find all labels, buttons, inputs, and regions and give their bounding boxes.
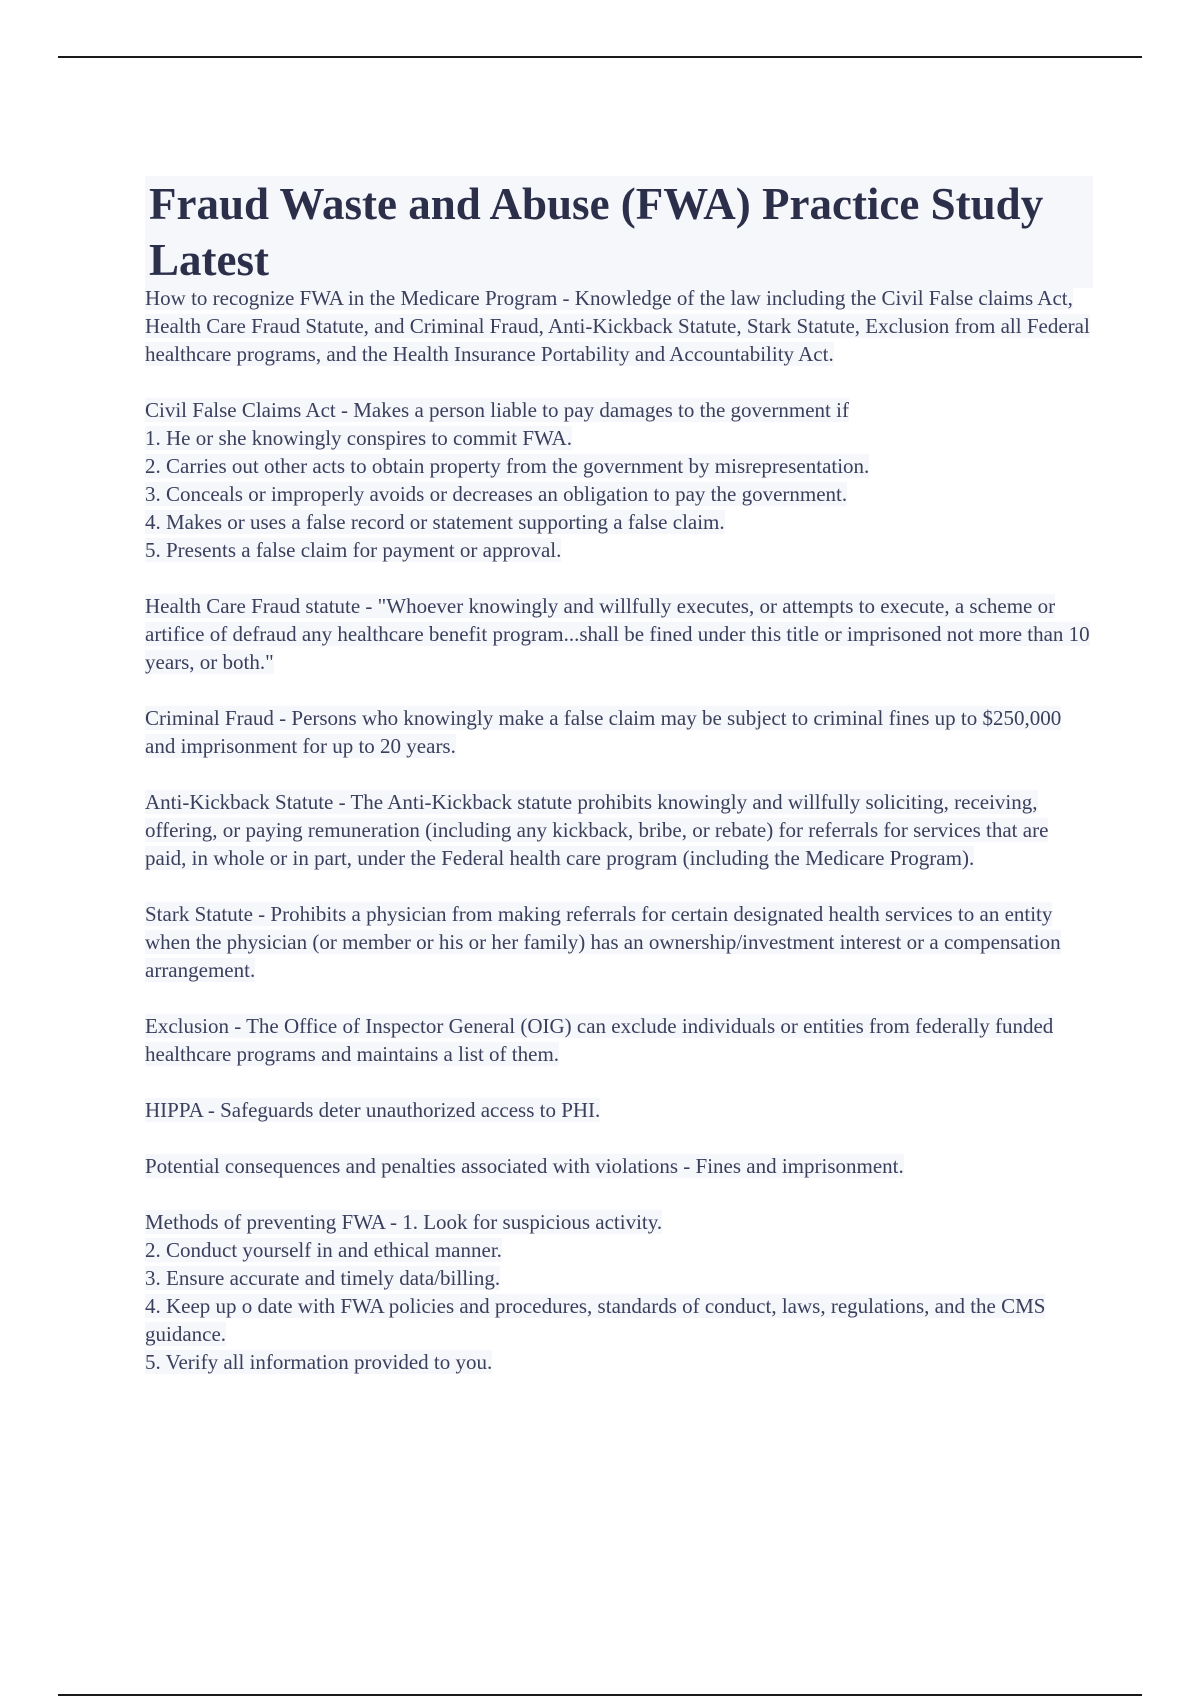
entry-text: Civil False Claims Act - Makes a person liable to pay damages to the government if (145, 398, 849, 422)
list-item: 3. Conceals or improperly avoids or decreases an obligation to pay the government. (145, 482, 848, 506)
list-item: 1. He or she knowingly conspires to commit FWA. (145, 426, 572, 450)
entry-text: HIPPA - Safeguards deter unauthorized access to PHI. (145, 1098, 601, 1122)
entry-anti-kickback-statute (145, 788, 1093, 872)
entry-recognize-fwa (145, 284, 1093, 368)
document-title: Fraud Waste and Abuse (FWA) Practice Study Latest (145, 176, 1093, 288)
entry-criminal-fraud (145, 704, 1093, 760)
document-body (145, 284, 1093, 1404)
entry-hippa (145, 1096, 1093, 1124)
entry-text: Health Care Fraud statute - "Whoever knowingly and willfully executes, or attempts to execute, a scheme or artifice of defraud any healthcare benefit program...shall be fined under this title or imprisoned not more than 10 years, or both." (145, 594, 1090, 674)
entry-text: Criminal Fraud - Persons who knowingly make a false claim may be subject to criminal fines up to $250,000 and imprisonment for up to 20 years. (145, 706, 1062, 758)
bottom-rule (58, 1694, 1142, 1696)
entry-health-care-fraud-statute (145, 592, 1093, 676)
list-item: 4. Keep up o date with FWA policies and procedures, standards of conduct, laws, regulations, and the CMS guidance. (145, 1294, 1046, 1346)
list-item: 2. Carries out other acts to obtain property from the government by misrepresentation. (145, 454, 870, 478)
entry-text: Stark Statute - Prohibits a physician from making referrals for certain designated health services to an entity when the physician (or member or his or her family) has an ownership/investment interest or a compensation arrangement. (145, 902, 1061, 982)
entry-civil-false-claims-act (145, 396, 1093, 564)
entry-text: Methods of preventing FWA - 1. Look for suspicious activity. (145, 1210, 663, 1234)
list-item: 5. Verify all information provided to you. (145, 1350, 493, 1374)
entry-potential-consequences (145, 1152, 1093, 1180)
list-item: 2. Conduct yourself in and ethical manner. (145, 1238, 502, 1262)
entry-text: How to recognize FWA in the Medicare Program - Knowledge of the law including the Civil False claims Act, Health Care Fraud Statute, and Criminal Fraud, Anti-Kickback Statute, Stark Statute, Exclusion from all Federal healthcare programs, and the Health Insurance Portability and Accountability Act. (145, 286, 1090, 366)
list-item: 5. Presents a false claim for payment or approval. (145, 538, 562, 562)
entry-exclusion (145, 1012, 1093, 1068)
list-item: 4. Makes or uses a false record or statement supporting a false claim. (145, 510, 725, 534)
entry-text: Exclusion - The Office of Inspector General (OIG) can exclude individuals or entities from federally funded healthcare programs and maintains a list of them. (145, 1014, 1054, 1066)
entry-stark-statute (145, 900, 1093, 984)
top-rule (58, 56, 1142, 58)
list-item: 3. Ensure accurate and timely data/billing. (145, 1266, 501, 1290)
entry-text: Anti-Kickback Statute - The Anti-Kickback statute prohibits knowingly and willfully soliciting, receiving, offering, or paying remuneration (including any kickback, bribe, or rebate) for referrals for services that are paid, in whole or in part, under the Federal health care program (including the Medicare Program). (145, 790, 1049, 870)
entry-text: Potential consequences and penalties associated with violations - Fines and imprisonment. (145, 1154, 904, 1178)
entry-methods-of-preventing-fwa (145, 1208, 1093, 1376)
